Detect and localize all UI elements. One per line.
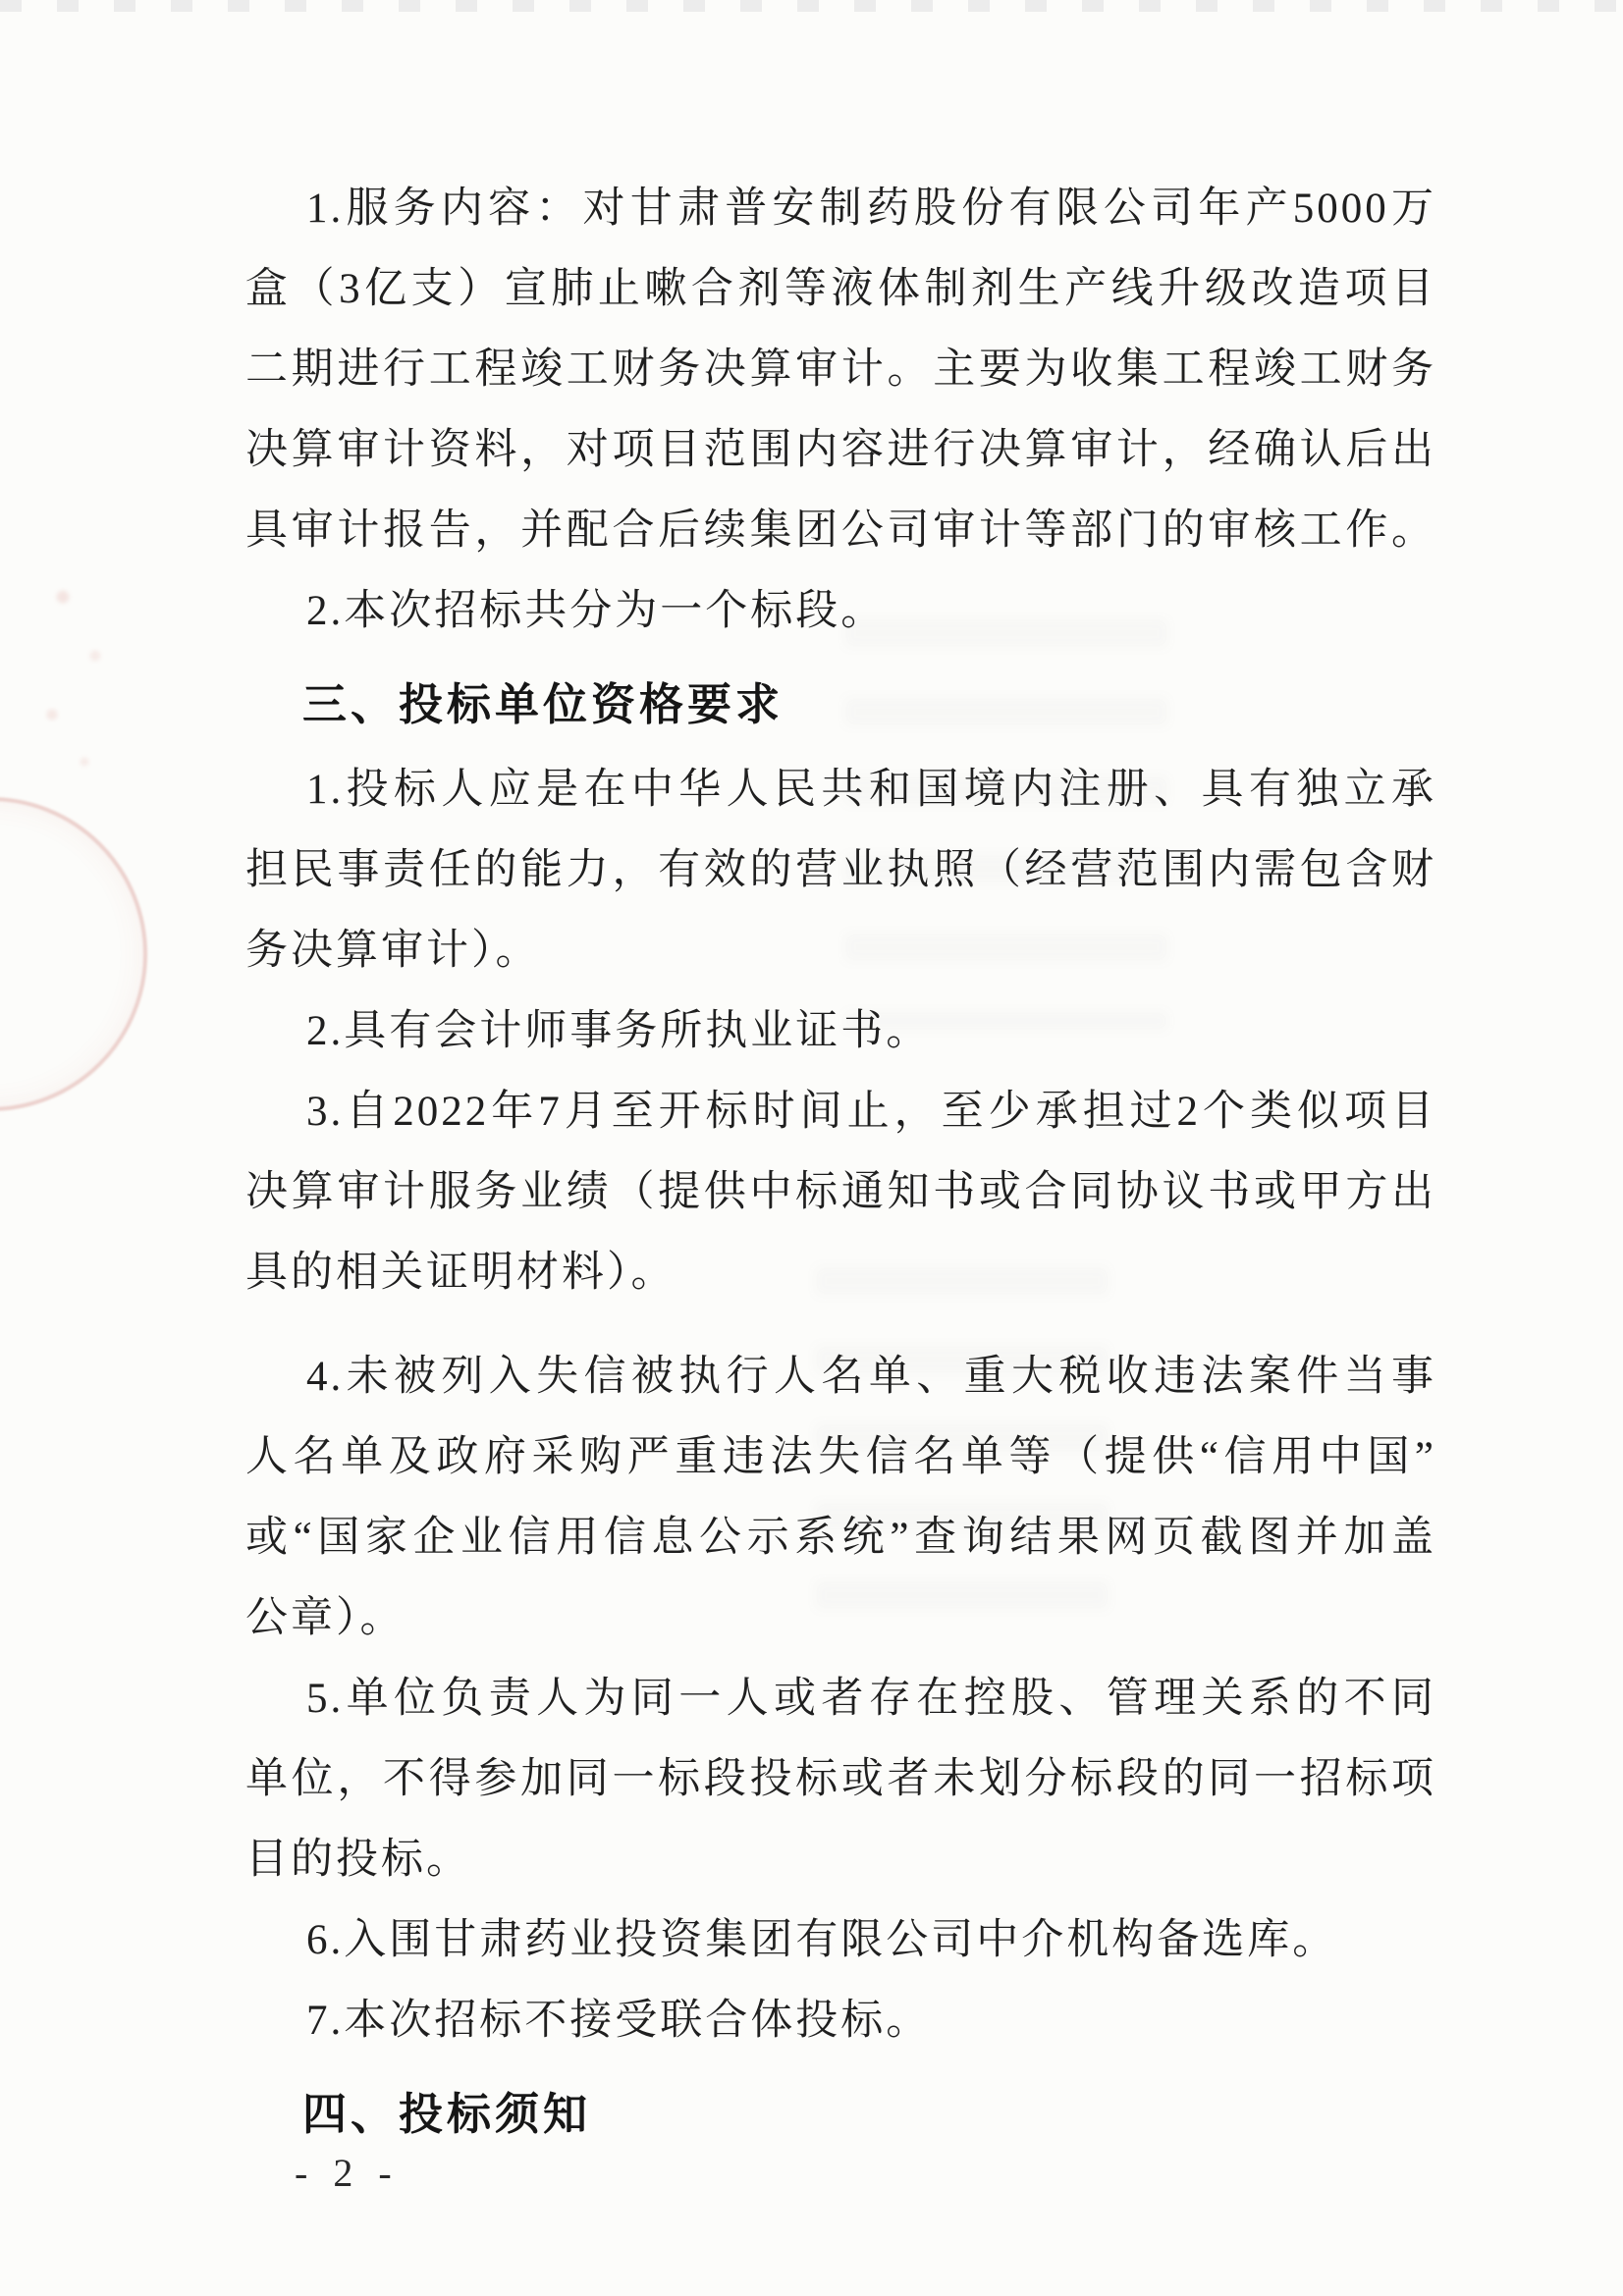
text-line: 单位，不得参加同一标段投标或者未划分标段的同一招标项: [245, 1756, 1436, 1802]
text-line: 具审计报告，并配合后续集团公司审计等部门的审核工作。: [245, 507, 1436, 554]
text-line: 2.本次招标共分为一个标段。: [306, 588, 887, 634]
text-line: 3.自2022年7月至开标时间止，至少承担过2个类似项目: [306, 1089, 1436, 1135]
text-line: 7.本次招标不接受联合体投标。: [306, 1998, 932, 2044]
text-line: 务决算审计）。: [245, 928, 541, 974]
text-line: 1.投标人应是在中华人民共和国境内注册、具有独立承: [306, 767, 1436, 813]
text-line: 决算审计资料，对项目范围内容进行决算审计，经确认后出: [245, 427, 1436, 473]
scan-artifact-strip: [0, 0, 1623, 12]
document-body: [245, 169, 1436, 2160]
section-heading: 三、投标单位资格要求: [302, 679, 784, 729]
text-line: 目的投标。: [245, 1837, 471, 1883]
text-line: 1.服务内容：对甘肃普安制药股份有限公司年产5000万: [306, 186, 1436, 232]
text-line: 5.单位负责人为同一人或者存在控股、管理关系的不同: [306, 1676, 1436, 1722]
text-line: 二期进行工程竣工财务决算审计。主要为收集工程竣工财务: [245, 347, 1436, 393]
seal-ink-speckle: [20, 550, 128, 785]
text-line: 2.具有会计师事务所执业证书。: [306, 1008, 932, 1054]
text-line: 决算审计服务业绩（提供中标通知书或合同协议书或甲方出: [245, 1169, 1436, 1215]
section-heading: 四、投标须知: [302, 2089, 592, 2139]
text-line: 盒（3亿支）宣肺止嗽合剂等液体制剂生产线升级改造项目: [245, 266, 1436, 312]
page-number: - 2 -: [295, 2151, 400, 2195]
text-line: 具的相关证明材料）。: [245, 1250, 676, 1296]
red-seal-icon: [0, 797, 147, 1111]
text-line: 担民事责任的能力，有效的营业执照（经营范围内需包含财: [245, 847, 1436, 893]
text-line: 公章）。: [245, 1595, 406, 1641]
text-line: 或“国家企业信用信息公示系统”查询结果网页截图并加盖: [245, 1515, 1436, 1561]
text-line: 人名单及政府采购严重违法失信名单等（提供“信用中国”: [245, 1434, 1436, 1480]
text-line: 4.未被列入失信被执行人名单、重大税收违法案件当事: [306, 1354, 1436, 1400]
text-line: 6.入围甘肃药业投资集团有限公司中介机构备选库。: [306, 1917, 1338, 1963]
